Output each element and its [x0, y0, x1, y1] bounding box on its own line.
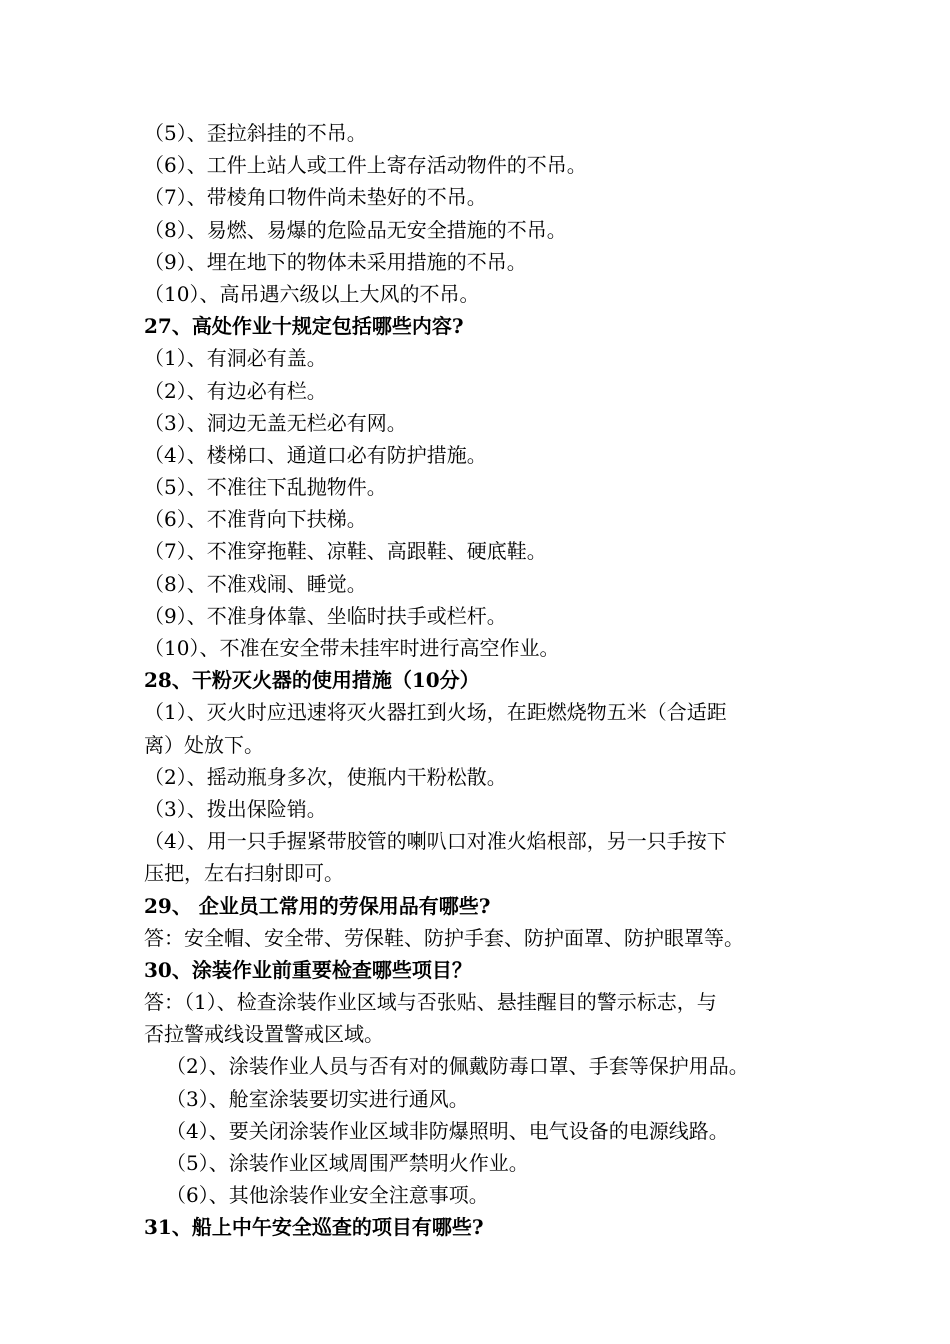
answer-text: 答：（1）、检查涂装作业区域与否张贴、悬挂醒目的警示标志，与 [144, 990, 717, 1015]
answer-text-continuation: 否拉警戒线设置警戒区域。 [144, 1022, 384, 1047]
list-item: （8）、易燃、易爆的危险品无安全措施的不吊。 [144, 217, 567, 242]
list-item: （10）、高吊遇六级以上大风的不吊。 [144, 281, 480, 306]
question-heading-29: 29、 企业员工常用的劳保用品有哪些? [144, 893, 491, 918]
list-item: （5）、不准往下乱抛物件。 [144, 475, 387, 500]
list-item: （8）、不准戏闹、睡觉。 [144, 571, 367, 596]
list-item: （4）、要关闭涂装作业区域非防爆照明、电气设备的电源线路。 [166, 1118, 729, 1143]
list-item: （9）、不准身体靠、坐临时扶手或栏杆。 [144, 603, 507, 628]
list-item: （2）、有边必有栏。 [144, 378, 327, 403]
list-item: （1）、有洞必有盖。 [144, 346, 327, 371]
question-heading-31: 31、船上中午安全巡查的项目有哪些? [144, 1215, 484, 1240]
list-item: （9）、埋在地下的物体未采用措施的不吊。 [144, 249, 527, 274]
question-heading-28: 28、干粉灭火器的使用措施（10分） [144, 668, 480, 693]
answer-text: 答：安全帽、安全带、劳保鞋、防护手套、防护面罩、防护眼罩等。 [144, 925, 744, 950]
list-item: （6）、不准背向下扶梯。 [144, 507, 367, 532]
list-item-continuation: 压把，左右扫射即可。 [144, 861, 344, 886]
list-item: （5）、涂装作业区域周围严禁明火作业。 [166, 1151, 529, 1175]
question-heading-30: 30、涂装作业前重要检查哪些项目？ [144, 957, 472, 982]
list-item: （1）、灭火时应迅速将灭火器扛到火场，在距燃烧物五米（合适距 [144, 700, 727, 725]
list-item: （3）、拨出保险销。 [144, 796, 327, 821]
list-item: （10）、不准在安全带未挂牢时进行高空作业。 [144, 636, 560, 660]
document-page [144, 117, 814, 1244]
list-item: （4）、楼梯口、通道口必有防护措施。 [144, 442, 487, 467]
list-item: （4）、用一只手握紧带胶管的喇叭口对准火焰根部，另一只手按下 [144, 829, 727, 854]
list-item: （2）、涂装作业人员与否有对的佩戴防毒口罩、手套等保护用品。 [166, 1054, 749, 1079]
list-item: （5）、歪拉斜挂的不吊。 [144, 121, 367, 145]
list-item: （6）、其他涂装作业安全注意事项。 [166, 1183, 489, 1208]
list-item: （2）、摇动瓶身多次，使瓶内干粉松散。 [144, 764, 507, 789]
list-item: （7）、带棱角口物件尚未垫好的不吊。 [144, 185, 487, 210]
list-item: （3）、舱室涂装要切实进行通风。 [166, 1086, 469, 1111]
list-item: （6）、工件上站人或工件上寄存活动物件的不吊。 [144, 153, 587, 178]
list-item: （3）、洞边无盖无栏必有网。 [144, 410, 407, 435]
question-heading-27: 27、高处作业十规定包括哪些内容? [144, 314, 464, 339]
list-item-continuation: 离）处放下。 [144, 732, 264, 757]
list-item: （7）、不准穿拖鞋、凉鞋、高跟鞋、硬底鞋。 [144, 539, 547, 564]
